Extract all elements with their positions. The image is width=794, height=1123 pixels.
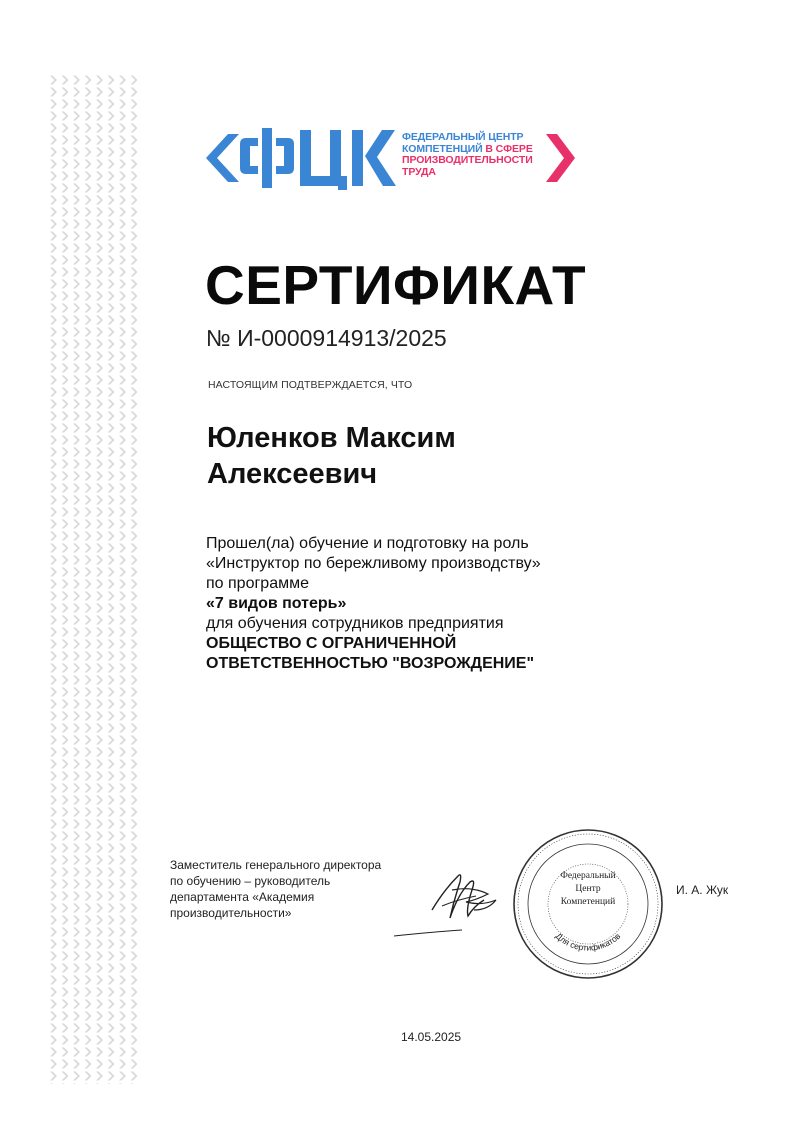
logo-line-2b: В СФЕРЕ xyxy=(485,142,533,155)
signer-role-line-4: производительности» xyxy=(170,906,292,920)
body-line-3: по программе xyxy=(206,575,309,592)
svg-text:Для сертификатов xyxy=(554,931,623,953)
logo-line-1: ФЕДЕРАЛЬНЫЙ ЦЕНТР xyxy=(402,131,524,143)
signer-role xyxy=(170,857,381,921)
logo-line-2a: КОМПЕТЕНЦИЙ xyxy=(402,142,483,155)
recipient-name-line-1: Юленков Максим xyxy=(207,422,456,454)
company-name-line-2: ОТВЕТСТВЕННОСТЬЮ "ВОЗРОЖДЕНИЕ" xyxy=(206,655,535,672)
body-line-1: Прошел(ла) обучение и подготовку на роль xyxy=(206,535,529,552)
signer-role-line-3: департамента «Академия xyxy=(170,890,315,904)
fck-logo-text xyxy=(402,132,533,178)
recipient-name xyxy=(207,420,456,492)
program-name: «7 видов потерь» xyxy=(206,595,347,612)
stamp-center-line-1: Федеральный xyxy=(560,871,616,881)
recipient-name-line-2: Алексеевич xyxy=(207,458,378,490)
issue-date: 14.05.2025 xyxy=(401,1030,462,1044)
handwritten-signature xyxy=(392,860,522,940)
confirmation-text: НАСТОЯЩИМ ПОДТВЕРЖДАЕТСЯ, ЧТО xyxy=(208,379,413,391)
decorative-chevron-strip xyxy=(48,74,140,1084)
logo-line-3: ПРОИЗВОДИТЕЛЬНОСТИ xyxy=(402,154,533,166)
round-stamp xyxy=(510,826,666,982)
body-line-2: «Инструктор по бережливому производству» xyxy=(206,555,541,572)
signer-role-line-1: Заместитель генерального директора xyxy=(170,858,382,872)
certificate-number: № И-0000914913/2025 xyxy=(206,325,447,351)
stamp-center-line-3: Компетенций xyxy=(560,897,616,907)
signer-name: И. А. Жук xyxy=(676,883,729,897)
body-line-5: для обучения сотрудников предприятия xyxy=(206,615,504,632)
stamp-bottom-text: Для сертификатов xyxy=(553,930,623,953)
certificate-body xyxy=(206,534,541,674)
stamp-center-line-2: Центр xyxy=(575,884,601,894)
logo-line-4: ТРУДА xyxy=(402,165,436,178)
signer-role-line-2: по обучению – руководитель xyxy=(170,874,331,888)
certificate-title: СЕРТИФИКАТ xyxy=(205,254,587,316)
company-name-line-1: ОБЩЕСТВО С ОГРАНИЧЕННОЙ xyxy=(206,635,457,652)
